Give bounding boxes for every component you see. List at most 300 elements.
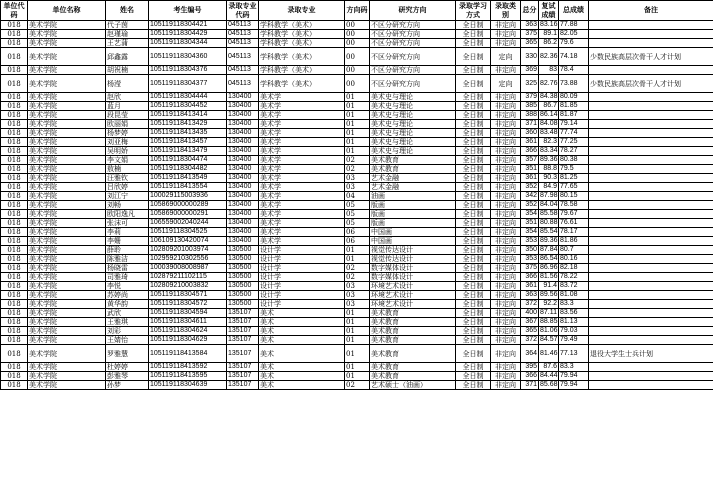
- table-row: [1, 228, 713, 237]
- cell-name: 蓝月: [106, 102, 149, 111]
- cell-remarks: [589, 264, 713, 273]
- cell-remarks: [589, 120, 713, 129]
- table-row: [1, 192, 713, 201]
- cell-admission-type: 非定向: [491, 372, 521, 381]
- cell-total-score: 353: [521, 255, 539, 264]
- cell-unit-code: 018: [1, 93, 28, 102]
- cell-name: 武欣: [106, 309, 149, 318]
- cell-major: 设计学: [259, 255, 345, 264]
- cell-candidate-id: 105119118304624: [149, 327, 227, 336]
- cell-unit-code: 018: [1, 309, 28, 318]
- cell-major: 学科教学（美术）: [259, 48, 345, 66]
- cell-unit-name: 美术学院: [28, 363, 106, 372]
- cell-major-code: 045113: [227, 30, 259, 39]
- cell-unit-code: 018: [1, 21, 28, 30]
- cell-unit-name: 美术学院: [28, 147, 106, 156]
- table-row: [1, 336, 713, 345]
- cell-major: 美术学: [259, 183, 345, 192]
- cell-major-code: 130500: [227, 291, 259, 300]
- cell-unit-code: 018: [1, 129, 28, 138]
- cell-study-mode: 全日制: [456, 93, 491, 102]
- cell-unit-name: 美术学院: [28, 273, 106, 282]
- cell-direction-code: 01: [345, 93, 370, 102]
- cell-name: 陈雅洁: [106, 255, 149, 264]
- cell-final-score: 83.3: [559, 300, 589, 309]
- cell-major-code: 130400: [227, 192, 259, 201]
- table-row: [1, 300, 713, 309]
- cell-candidate-id: 105119118304444: [149, 93, 227, 102]
- cell-direction-code: 00: [345, 66, 370, 75]
- header-direction-code: 方向码: [345, 1, 370, 21]
- cell-name: 胡祝楠: [106, 66, 149, 75]
- cell-final-score: 77.74: [559, 129, 589, 138]
- cell-admission-type: 非定向: [491, 21, 521, 30]
- cell-study-mode: 全日制: [456, 246, 491, 255]
- cell-research-direction: 数字媒体设计: [370, 264, 456, 273]
- cell-remarks: [589, 147, 713, 156]
- cell-major-code: 045113: [227, 39, 259, 48]
- cell-admission-type: 非定向: [491, 309, 521, 318]
- cell-study-mode: 全日制: [456, 147, 491, 156]
- cell-name: 杨滢: [106, 75, 149, 93]
- cell-total-score: 365: [521, 39, 539, 48]
- cell-research-direction: 不区分研究方向: [370, 30, 456, 39]
- cell-retest-score: 87.84: [540, 246, 558, 253]
- cell-research-direction: 中国画: [370, 228, 456, 237]
- cell-candidate-id: 102959210302556: [149, 255, 227, 264]
- cell-final-score: 79.94: [559, 381, 589, 390]
- cell-final-score: 80.15: [559, 192, 589, 201]
- cell-candidate-id: 105119118413549: [149, 174, 227, 183]
- cell-retest-score: 83.16: [540, 21, 558, 28]
- table-row: [1, 345, 713, 363]
- cell-final-score: 79.6: [559, 39, 589, 48]
- cell-major: 学科教学（美术）: [259, 21, 345, 30]
- cell-remarks: [589, 336, 713, 345]
- cell-major-code: 130500: [227, 300, 259, 309]
- cell-total-score: 372: [521, 336, 539, 345]
- cell-major-code: 130400: [227, 237, 259, 246]
- cell-admission-type: 非定向: [491, 219, 521, 228]
- cell-retest-score: 91.4: [539, 282, 559, 291]
- cell-direction-code: 00: [345, 30, 370, 39]
- cell-direction-code: 01: [345, 120, 370, 129]
- cell-total-score: 354: [521, 228, 539, 237]
- cell-direction-code: 02: [345, 273, 370, 282]
- cell-unit-name: 美术学院: [28, 255, 106, 264]
- cell-name: 汪雅钦: [106, 174, 149, 183]
- cell-study-mode: 全日制: [456, 39, 491, 48]
- cell-name: 罗雅慧: [106, 345, 149, 363]
- cell-remarks: [589, 102, 713, 111]
- cell-major-code: 130400: [227, 228, 259, 237]
- cell-study-mode: 全日制: [456, 183, 491, 192]
- header-remarks: 备注: [589, 1, 713, 21]
- cell-final-score: 78.4: [559, 66, 589, 75]
- cell-direction-code: 01: [345, 363, 370, 372]
- cell-admission-type: 非定向: [491, 336, 521, 345]
- cell-research-direction: 美术教育: [370, 363, 456, 372]
- cell-major-code: 135107: [227, 381, 259, 390]
- cell-unit-code: 018: [1, 363, 28, 372]
- cell-total-score: 357: [521, 156, 539, 165]
- cell-candidate-id: 105869000000291: [149, 210, 227, 219]
- cell-name: 吴明娇: [106, 147, 149, 156]
- cell-unit-code: 018: [1, 327, 28, 336]
- cell-admission-type: 非定向: [491, 30, 521, 39]
- cell-unit-name: 美术学院: [28, 291, 106, 300]
- cell-major: 学科教学（美术）: [259, 66, 345, 75]
- cell-major: 设计学: [259, 291, 345, 300]
- cell-major: 美术: [259, 363, 345, 372]
- cell-research-direction: 中国画: [370, 237, 456, 246]
- cell-study-mode: 全日制: [456, 174, 491, 183]
- cell-final-score: 81.87: [559, 111, 589, 120]
- cell-candidate-id: 105119118304629: [149, 336, 227, 345]
- cell-unit-code: 018: [1, 372, 28, 381]
- cell-unit-code: 018: [1, 30, 28, 39]
- cell-remarks: 少数民族高层次骨干人才计划: [589, 48, 713, 66]
- cell-admission-type: 非定向: [491, 327, 521, 336]
- cell-study-mode: 全日制: [456, 192, 491, 201]
- cell-direction-code: 01: [345, 111, 370, 120]
- cell-study-mode: 全日制: [456, 165, 491, 174]
- cell-research-direction: 不区分研究方向: [370, 39, 456, 48]
- cell-name: 李莉: [106, 228, 149, 237]
- cell-direction-code: 01: [345, 129, 370, 138]
- cell-research-direction: 美术史与理论: [370, 147, 456, 156]
- cell-study-mode: 全日制: [456, 327, 491, 336]
- cell-unit-name: 美术学院: [28, 183, 106, 192]
- header-unit-name: 单位名称: [28, 1, 106, 21]
- cell-major: 美术: [259, 345, 345, 363]
- cell-unit-code: 018: [1, 291, 28, 300]
- cell-research-direction: 数字媒体设计: [370, 273, 456, 282]
- cell-name: 刘江宁: [106, 192, 149, 201]
- table-row: [1, 21, 713, 30]
- cell-study-mode: 全日制: [456, 120, 491, 129]
- cell-admission-type: 非定向: [491, 345, 521, 363]
- cell-candidate-id: 105119118413595: [149, 372, 227, 381]
- cell-admission-type: 定向: [491, 75, 521, 93]
- cell-total-score: 363: [521, 21, 539, 30]
- cell-candidate-id: 105119118304429: [149, 30, 227, 39]
- cell-major-code: 135107: [227, 372, 259, 381]
- cell-unit-code: 018: [1, 174, 28, 183]
- table-row: [1, 291, 713, 300]
- cell-admission-type: 非定向: [491, 66, 521, 75]
- table-row: [1, 39, 713, 48]
- cell-admission-type: 非定向: [491, 255, 521, 264]
- cell-name: 杨梦婷: [106, 129, 149, 138]
- table-row: [1, 210, 713, 219]
- cell-candidate-id: 102809201003974: [149, 246, 227, 255]
- cell-research-direction: 美术教育: [370, 336, 456, 345]
- cell-major: 美术学: [259, 210, 345, 219]
- table-row: [1, 30, 713, 39]
- cell-total-score: 371: [521, 120, 539, 129]
- cell-major-code: 130400: [227, 156, 259, 165]
- cell-total-score: 350: [521, 246, 539, 255]
- cell-unit-code: 018: [1, 75, 28, 93]
- cell-major-code: 045113: [227, 21, 259, 30]
- cell-research-direction: 视觉传达设计: [370, 246, 456, 255]
- cell-retest-score: 84.44: [540, 372, 558, 379]
- cell-total-score: 400: [521, 309, 539, 318]
- cell-retest-score: 85.58: [540, 210, 558, 217]
- table-row: [1, 129, 713, 138]
- cell-admission-type: 非定向: [491, 111, 521, 120]
- cell-research-direction: 环境艺术设计: [370, 300, 456, 309]
- table-row: [1, 264, 713, 273]
- cell-major-code: 130400: [227, 210, 259, 219]
- cell-total-score: 366: [521, 372, 539, 381]
- cell-candidate-id: 105119118413457: [149, 138, 227, 147]
- table-row: [1, 318, 713, 327]
- cell-remarks: [589, 282, 713, 291]
- cell-total-score: 388: [521, 111, 539, 120]
- cell-candidate-id: 105119118413592: [149, 363, 227, 372]
- cell-research-direction: 不区分研究方向: [370, 66, 456, 75]
- cell-research-direction: 环境艺术设计: [370, 291, 456, 300]
- cell-final-score: 77.13: [559, 345, 589, 363]
- cell-study-mode: 全日制: [456, 273, 491, 282]
- cell-research-direction: 美术史与理论: [370, 102, 456, 111]
- cell-direction-code: 01: [345, 318, 370, 327]
- cell-admission-type: 非定向: [491, 120, 521, 129]
- cell-unit-name: 美术学院: [28, 39, 106, 48]
- cell-study-mode: 全日制: [456, 156, 491, 165]
- cell-retest-score: 88.85: [540, 318, 558, 325]
- cell-direction-code: 06: [345, 237, 370, 246]
- table-row: [1, 156, 713, 165]
- cell-research-direction: 美术教育: [370, 345, 456, 363]
- cell-major: 美术学: [259, 138, 345, 147]
- cell-name: 敖楠: [106, 165, 149, 174]
- cell-final-score: 79.14: [559, 120, 589, 129]
- cell-retest-score: 87.11: [540, 309, 557, 316]
- cell-unit-name: 美术学院: [28, 210, 106, 219]
- cell-remarks: [589, 372, 713, 381]
- cell-candidate-id: 105119118304474: [149, 156, 227, 165]
- cell-unit-name: 美术学院: [28, 282, 106, 291]
- cell-candidate-id: 105119118304594: [149, 309, 227, 318]
- cell-total-score: 363: [521, 291, 539, 300]
- cell-candidate-id: 105119118304360: [149, 48, 227, 66]
- cell-major-code: 045113: [227, 48, 259, 66]
- cell-name: 代子茵: [106, 21, 149, 30]
- cell-major: 设计学: [259, 273, 345, 282]
- cell-retest-score: 83.48: [540, 129, 558, 136]
- cell-research-direction: 美术史与理论: [370, 111, 456, 120]
- cell-final-score: 77.88: [559, 21, 589, 30]
- header-candidate-id: 考生编号: [149, 1, 227, 21]
- table-row: [1, 165, 713, 174]
- cell-study-mode: 全日制: [456, 66, 491, 75]
- cell-total-score: 385: [521, 102, 539, 111]
- cell-direction-code: 05: [345, 210, 370, 219]
- header-major-code: 录取专业代码: [228, 1, 257, 19]
- table-row: [1, 102, 713, 111]
- cell-retest-score: 84.04: [540, 201, 558, 208]
- header-unit-code: 单位代码: [1, 1, 28, 21]
- cell-study-mode: 全日制: [456, 48, 491, 66]
- cell-unit-name: 美术学院: [28, 93, 106, 102]
- cell-remarks: [589, 246, 713, 255]
- cell-name: 李文娟: [106, 156, 149, 165]
- cell-name: 杨晓雷: [106, 264, 149, 273]
- cell-candidate-id: 105119118413414: [149, 111, 227, 120]
- cell-major: 美术学: [259, 93, 345, 102]
- cell-admission-type: 非定向: [491, 147, 521, 156]
- cell-study-mode: 全日制: [456, 102, 491, 111]
- cell-research-direction: 美术史与理论: [370, 120, 456, 129]
- cell-name: 薛聆: [106, 246, 149, 255]
- cell-major: 美术: [259, 381, 345, 390]
- cell-research-direction: 艺术金融: [370, 174, 456, 183]
- cell-remarks: [589, 273, 713, 282]
- cell-remarks: [589, 219, 713, 228]
- cell-final-score: 80.7: [559, 246, 589, 255]
- cell-admission-type: 非定向: [491, 156, 521, 165]
- table-row: [1, 201, 713, 210]
- cell-major: 美术学: [259, 192, 345, 201]
- cell-retest-score: 86.96: [540, 264, 558, 271]
- table-row: [1, 246, 713, 255]
- table-row: [1, 66, 713, 75]
- cell-retest-score: 83: [539, 66, 559, 75]
- cell-unit-name: 美术学院: [28, 75, 106, 93]
- cell-study-mode: 全日制: [456, 201, 491, 210]
- cell-major: 美术学: [259, 102, 345, 111]
- cell-unit-code: 018: [1, 264, 28, 273]
- cell-unit-code: 018: [1, 111, 28, 120]
- cell-unit-code: 018: [1, 237, 28, 246]
- cell-unit-name: 美术学院: [28, 174, 106, 183]
- cell-research-direction: 美术教育: [370, 309, 456, 318]
- cell-major: 美术学: [259, 120, 345, 129]
- cell-retest-score: 81.06: [540, 327, 558, 334]
- cell-final-score: 81.85: [559, 102, 589, 111]
- header-study-mode: 录取学习方式: [456, 1, 491, 21]
- cell-retest-score: 81.46: [539, 345, 559, 363]
- cell-remarks: [589, 165, 713, 174]
- cell-major: 美术: [259, 318, 345, 327]
- cell-remarks: [589, 174, 713, 183]
- cell-admission-type: 非定向: [491, 381, 521, 390]
- cell-major: 学科教学（美术）: [259, 39, 345, 48]
- cell-retest-score: 89.56: [540, 291, 558, 298]
- header-total-score: 总分: [521, 1, 539, 21]
- cell-retest-score: 84.08: [540, 120, 558, 127]
- cell-name: 彭雅琴: [106, 372, 149, 381]
- cell-remarks: [589, 228, 713, 237]
- cell-unit-name: 美术学院: [28, 219, 106, 228]
- cell-major: 美术学: [259, 111, 345, 120]
- cell-major: 设计学: [259, 264, 345, 273]
- cell-admission-type: 非定向: [491, 201, 521, 210]
- cell-final-score: 80.09: [559, 93, 589, 102]
- cell-retest-score: 87.6: [539, 363, 559, 372]
- cell-remarks: [589, 201, 713, 210]
- cell-total-score: 366: [521, 273, 539, 282]
- cell-major-code: 130400: [227, 165, 259, 174]
- cell-name: 邱鑫露: [106, 48, 149, 66]
- cell-total-score: 379: [521, 93, 539, 102]
- cell-admission-type: 非定向: [491, 228, 521, 237]
- cell-remarks: [589, 129, 713, 138]
- cell-admission-type: 非定向: [491, 192, 521, 201]
- cell-name: 李悦: [106, 282, 149, 291]
- cell-name: 王艺蒲: [106, 39, 149, 48]
- cell-direction-code: 03: [345, 300, 370, 309]
- cell-unit-name: 美术学院: [28, 318, 106, 327]
- cell-major-code: 130400: [227, 201, 259, 210]
- cell-total-score: 351: [521, 165, 539, 174]
- cell-candidate-id: 102879211102115: [149, 273, 227, 282]
- cell-major: 美术: [259, 336, 345, 345]
- cell-final-score: 81.13: [559, 318, 589, 327]
- cell-unit-name: 美术学院: [28, 165, 106, 174]
- cell-name: 刘亚梅: [106, 138, 149, 147]
- cell-unit-code: 018: [1, 255, 28, 264]
- cell-candidate-id: 105119118413479: [149, 147, 227, 156]
- cell-name: 杜婷婷: [106, 363, 149, 372]
- cell-study-mode: 全日制: [456, 345, 491, 363]
- cell-direction-code: 00: [345, 48, 370, 66]
- cell-remarks: 少数民族高层次骨干人才计划: [589, 75, 713, 93]
- cell-remarks: [589, 30, 713, 39]
- cell-major: 美术学: [259, 237, 345, 246]
- cell-study-mode: 全日制: [456, 111, 491, 120]
- cell-total-score: 375: [521, 30, 539, 39]
- cell-remarks: [589, 138, 713, 147]
- table-row: [1, 273, 713, 282]
- cell-unit-name: 美术学院: [28, 192, 106, 201]
- cell-unit-code: 018: [1, 120, 28, 129]
- cell-retest-score: 80.88: [540, 219, 558, 226]
- cell-study-mode: 全日制: [456, 363, 491, 372]
- cell-major-code: 130500: [227, 264, 259, 273]
- cell-admission-type: 定向: [491, 48, 521, 66]
- cell-study-mode: 全日制: [456, 264, 491, 273]
- cell-unit-name: 美术学院: [28, 111, 106, 120]
- cell-major-code: 130500: [227, 282, 259, 291]
- cell-remarks: [589, 300, 713, 309]
- cell-name: 苏婷尚: [106, 291, 149, 300]
- cell-research-direction: 美术史与理论: [370, 138, 456, 147]
- cell-total-score: 353: [521, 237, 539, 246]
- cell-admission-type: 非定向: [491, 237, 521, 246]
- cell-name: 刘畅: [106, 201, 149, 210]
- cell-direction-code: 01: [345, 147, 370, 156]
- cell-unit-name: 美术学院: [28, 129, 106, 138]
- cell-total-score: 325: [521, 75, 539, 93]
- cell-total-score: 361: [521, 174, 539, 183]
- cell-final-score: 83.72: [559, 282, 589, 291]
- header-major: 录取专业: [259, 1, 345, 21]
- cell-retest-score: 85.54: [540, 228, 558, 235]
- cell-unit-code: 018: [1, 336, 28, 345]
- cell-unit-code: 018: [1, 156, 28, 165]
- cell-candidate-id: 105119118304482: [149, 165, 227, 174]
- cell-unit-name: 美术学院: [28, 66, 106, 75]
- table-row: [1, 174, 713, 183]
- cell-total-score: 361: [521, 282, 539, 291]
- cell-major: 设计学: [259, 282, 345, 291]
- cell-final-score: 78.22: [559, 273, 589, 282]
- cell-remarks: [589, 363, 713, 372]
